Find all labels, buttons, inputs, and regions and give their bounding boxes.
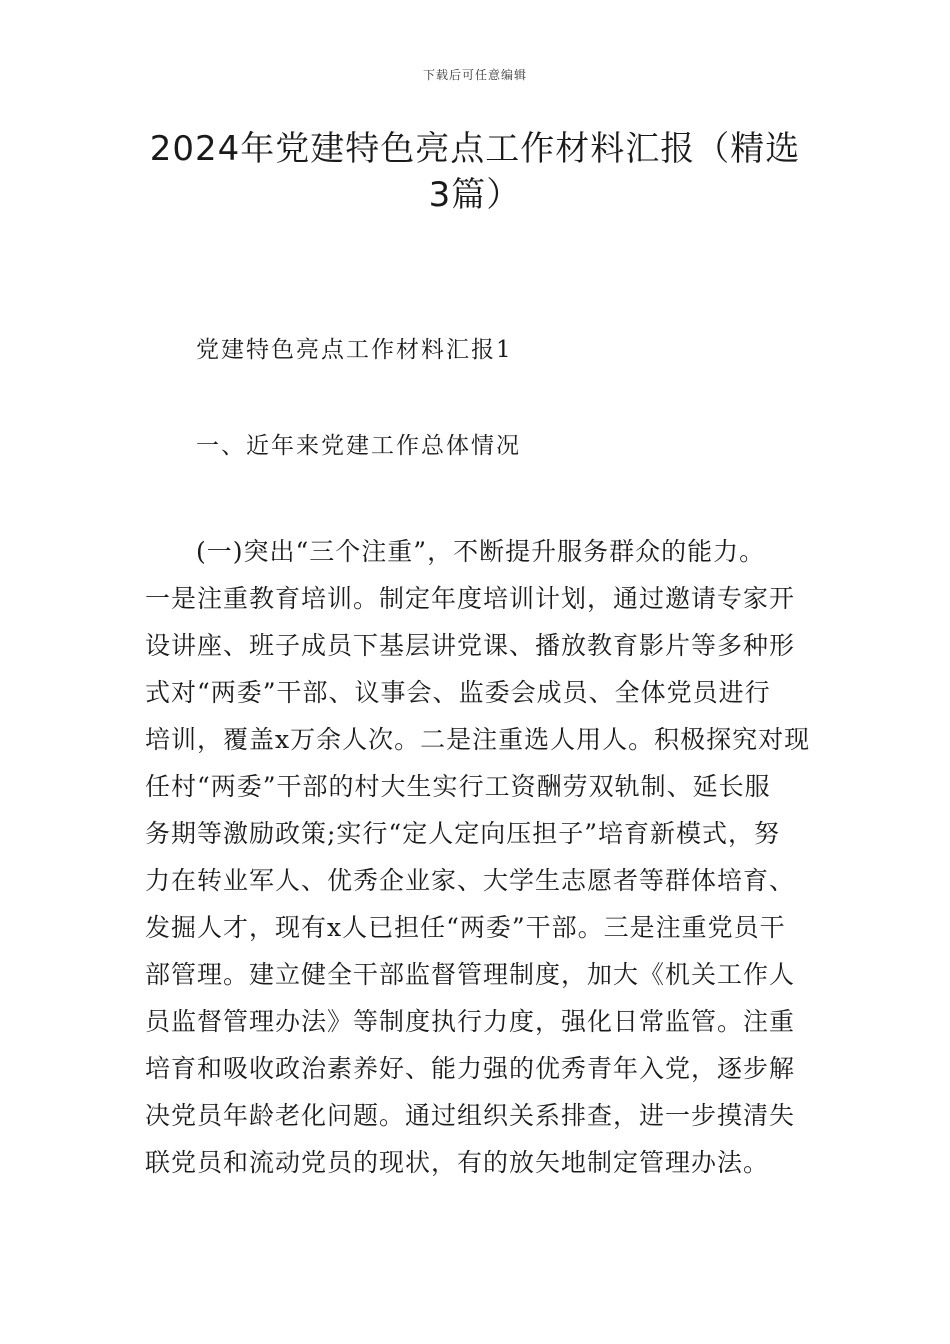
body-line: 员监督管理办法》等制度执行力度，强化日常监管。注重: [145, 1007, 796, 1036]
document-title-line-2: 3篇）: [428, 175, 522, 215]
body-line: 部管理。建立健全干部监督管理制度，加大《机关工作人: [145, 960, 796, 989]
body-line: (一)突出“三个注重”，不断提升服务群众的能力。: [196, 537, 766, 566]
body-line: 一是注重教育培训。制定年度培训计划，通过邀请专家开: [145, 584, 796, 613]
body-line: 决党员年龄老化问题。通过组织关系排查，进一步摸清失: [145, 1101, 796, 1130]
body-line: 联党员和流动党员的现状，有的放矢地制定管理办法。: [145, 1148, 770, 1177]
document-title-line-1: 2024年党建特色亮点工作材料汇报（精选: [149, 129, 801, 169]
body-line: 发掘人才，现有x人已担任“两委”干部。三是注重党员干: [145, 913, 786, 942]
body-line: 式对“两委”干部、议事会、监委会成员、全体党员进行: [145, 678, 771, 707]
body-line: 任村“两委”干部的村大生实行工资酬劳双轨制、延长服: [145, 772, 771, 801]
document-title: [130, 126, 820, 218]
section-heading: 一、近年来党建工作总体情况: [196, 433, 521, 459]
header-note: 下载后可任意编辑: [422, 68, 527, 82]
article-subtitle: 党建特色亮点工作材料汇报1: [196, 337, 513, 363]
body-line: 设讲座、班子成员下基层讲党课、播放教育影片等多种形: [145, 631, 796, 660]
body-paragraph: [145, 528, 810, 1186]
body-line: 务期等激励政策;实行“定人定向压担子”培育新模式，努: [145, 819, 780, 848]
body-line: 培育和吸收政治素养好、能力强的优秀青年入党，逐步解: [145, 1054, 796, 1083]
body-line: 力在转业军人、优秀企业家、大学生志愿者等群体培育、: [145, 866, 796, 895]
body-line: 培训，覆盖x万余人次。二是注重选人用人。积极探究对现: [145, 725, 811, 754]
